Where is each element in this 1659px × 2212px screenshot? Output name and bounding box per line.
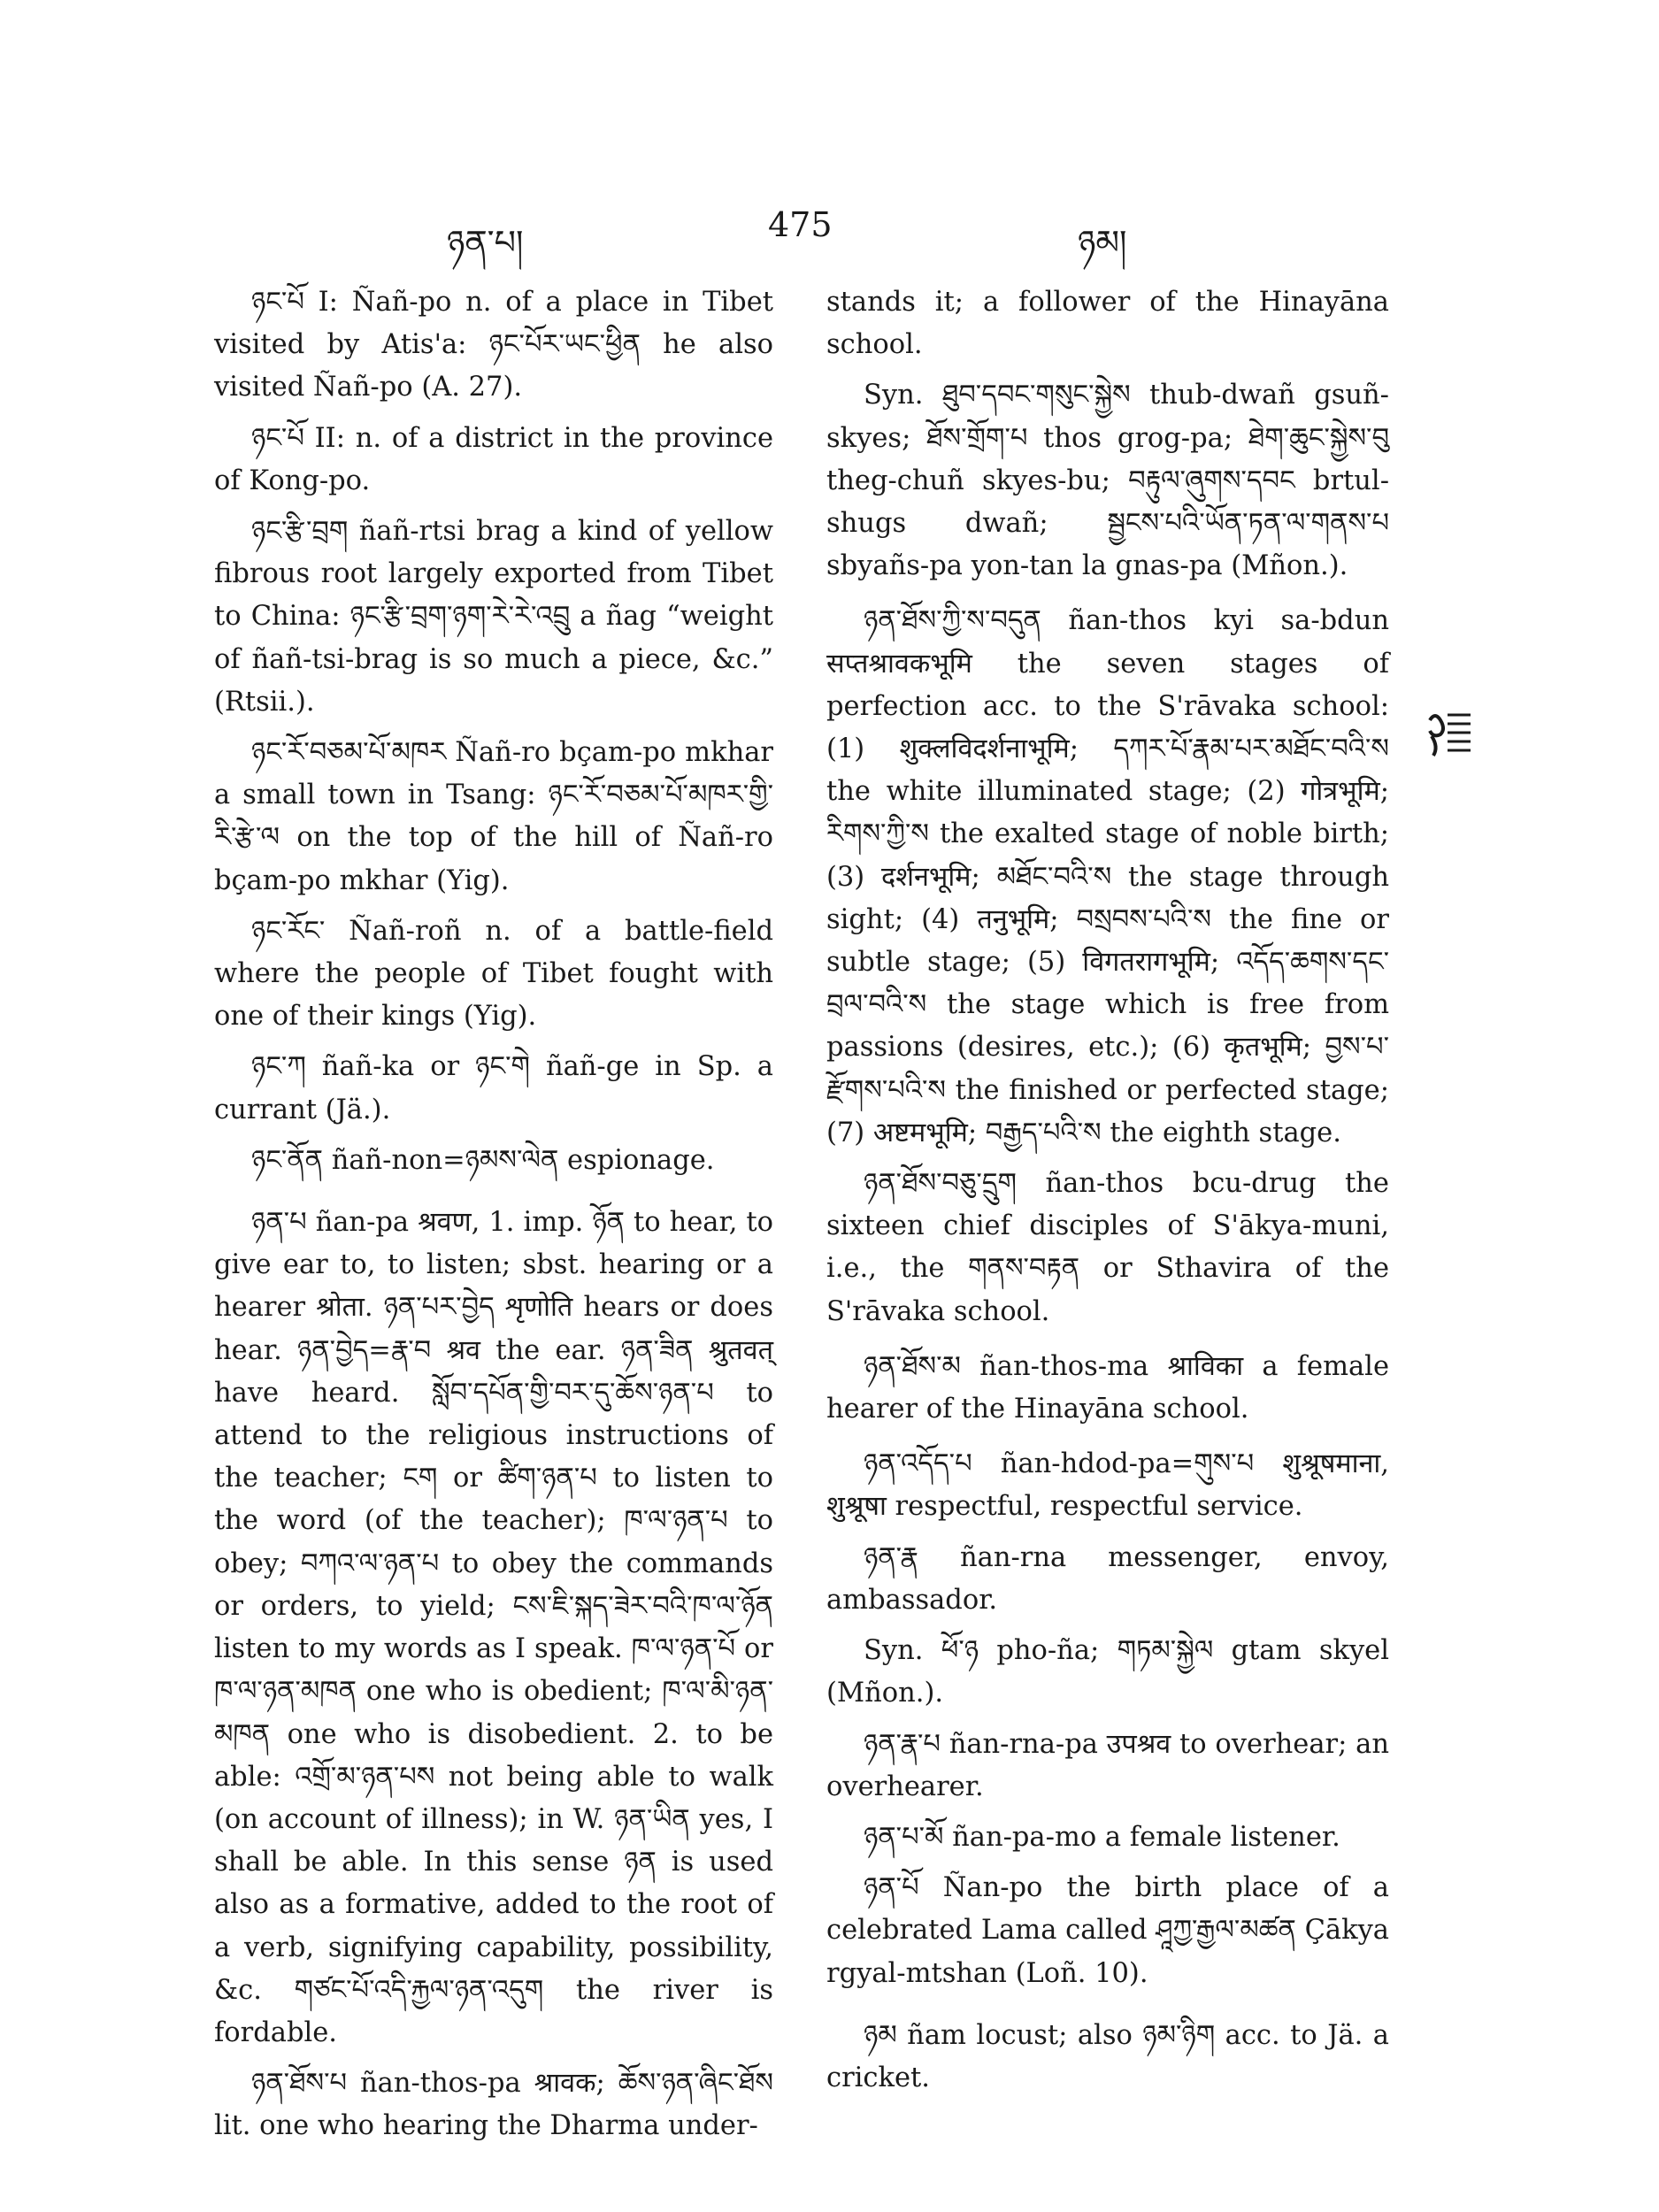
entry-nan-pa-mo: ཉན་པ་མོ ñan-pa-mo a female listener. (864, 1821, 1340, 1853)
entry-nan-rtsi-brag: ཉང་རྩི་བྲག ñañ-rtsi brag a kind of yellow fibrous root largely exported from Tibet to China: ཉང་རྩི་བྲག་ཉག་རེ་རེ་འབྲུ a ñag “weight of ñañ-tsi-brag is so much a piece, &c.” (Rtsii.). (214, 516, 773, 718)
left-column (214, 281, 773, 2156)
ornament-icon (1421, 708, 1474, 761)
entry-nanpo-1: ཉང་པོ I: Ñañ-po n. of a place in Tibet visited by Atis'a: ཉང་པོར་ཡང་ཕྱིན he also visited Ñañ-po (A. 27). (214, 287, 773, 403)
entry-nan-thos-ma: ཉན་ཐོས་མ ñan-thos-ma श्राविका a female hearer of the Hinayāna school. (826, 1350, 1389, 1425)
entry-nam: ཉམ ñam locust; also ཉམ་ཉིག acc. to Jä. a cricket. (826, 2019, 1389, 2093)
page-header (0, 205, 1659, 262)
entry-nan-ka: ཉང་ཀ ñañ-ka or ཉང་གེ ñañ-ge in Sp. a currant (Jä.). (214, 1051, 773, 1125)
entry-sa-bdun: ཉན་ཐོས་ཀྱི་ས་བདུན ñan-thos kyi sa-bdun सप्तश्रावकभूमि the seven stages of perfection acc. to the S'rāvaka school: (1) शुक्लविदर्शनाभूमि; དཀར་པོ་རྣམ་པར་མཐོང་བའི་ས the white illuminated stage; (2) गोत्रभूमि; རིགས་ཀྱི་ས the exalted stage of noble birth; (3) दर्शनभूमि; མཐོང་བའི་ས the stage through sight; (4) तनुभूमि; བསྲབས་པའི་ས the fine or subtle stage; (5) विगतरागभूमि; འདོད་ཆགས་དང་བྲལ་བའི་ས the stage which is free from passions (desires, etc.); (6) कृतभूमि; བྱས་པ་རྫོགས་པའི་ས the finished or perfected stage; (7) अष्टमभूमि; བརྒྱད་པའི་ས the eighth stage. (826, 605, 1389, 1148)
entry-nan-rna: ཉན་རྣ ñan-rna messenger, envoy, ambassador. (826, 1541, 1389, 1616)
right-headword: ཉམ། (1078, 223, 1127, 262)
page-number: 475 (768, 205, 833, 244)
entry-nan-hdod-pa: ཉན་འདོད་པ ñan-hdod-pa=གུས་པ शुश्रूषमाना, शुश्रूषा respectful, respectful service. (826, 1448, 1389, 1523)
entry-nanpo-2: ཉང་པོ II: n. of a district in the province of Kong-po. (214, 422, 773, 496)
left-headword: ཉན་པ། (447, 223, 524, 262)
entry-nan-ro: ཉང་རོ་བཅམ་པོ་མཁར Ñañ-ro bçam-po mkhar a small town in Tsang: ཉང་རོ་བཅམ་པོ་མཁར་གྱི་རི་རྩེ་ལ on the top of the hill of Ñañ-ro bçam-po mkhar (Yig). (214, 737, 773, 896)
entry-bcu-drug: ཉན་ཐོས་བཅུ་དྲུག ñan-thos bcu-drug the sixteen chief disciples of S'ākya-muni, i.e., the གནས་བརྟན or Sthavira of the S'rāvaka school. (826, 1168, 1389, 1327)
entry-continuation: stands it; a follower of the Hinayāna school. (826, 287, 1389, 361)
entry-nan-rna-pa: ཉན་རྣ་པ ñan-rna-pa उपश्रव to overhear; an overhearer. (826, 1728, 1389, 1802)
entry-syn-thos-pa: Syn. ཐུབ་དབང་གསུང་སྐྱེས thub-dwañ gsuñ-skyes; ཐོས་གྲོག་པ thos grog-pa; ཐེག་ཆུང་སྐྱེས་བུ theg-chuñ skyes-bu; བརྟུལ་ཞུགས་དབང brtul-shugs dwañ; སྦྱངས་པའི་ཡོན་ཏན་ལ་གནས་པ sbyañs-pa yon-tan la gnas-pa (Mñon.). (826, 380, 1389, 582)
entry-syn-nan-rna: Syn. ཕོ་ཉ pho-ña; གཏམ་སྐྱེལ gtam skyel (Mñon.). (826, 1635, 1389, 1709)
entry-nan-thos-pa: ཉན་ཐོས་པ ñan-thos-pa श्रावक; ཆོས་ཉན་ཞིང་ཐོས lit. one who hearing the Dharma under- (214, 2068, 773, 2142)
right-column (826, 281, 1389, 2108)
entry-nan-ron: ཉང་རོང་ Ñañ-roñ n. of a battle-field where the people of Tibet fought with one of their kings (Yig). (214, 915, 773, 1033)
entry-nan-non: ཉང་ནོན ñañ-non=ཉམས་ལེན espionage. (251, 1144, 715, 1176)
entry-nan-po: ཉན་པོ Ñan-po the birth place of a celebrated Lama called ཤཱཀྱ་རྒྱལ་མཚན Çākya rgyal-mtshan (Loñ. 10). (826, 1872, 1389, 1989)
entry-nan-pa: ཉན་པ ñan-pa श्रवण, 1. imp. ཉོན to hear, to give ear to, to listen; sbst. hearing or a hearer श्रोता. ཉན་པར་བྱེད शृणोति hears or does hear. ཉན་བྱེད=རྣ་བ श्रव the ear. ཉན་ཟིན श्रुतवत् have heard. སློབ་དཔོན་གྱི་བར་དུ་ཆོས་ཉན་པ to attend to the religious instructions of the teacher; ངག or ཚིག་ཉན་པ to listen to the word (of the teacher); ཁ་ལ་ཉན་པ to obey; བཀའ་ལ་ཉན་པ to obey the commands or orders, to yield; ངས་ཇི་སྐད་ཟེར་བའི་ཁ་ལ་ཉོན listen to my words as I speak. ཁ་ལ་ཉན་པོ or ཁ་ལ་ཉན་མཁན one who is obedient; ཁ་ལ་མི་ཉན་མཁན one who is disobedient. 2. to be able: འགྲོ་མ་ཉན་པས not being able to walk (on account of illness); in W. ཉན་ཡིན yes, I shall be able. In this sense ཉན is used also as a formative, added to the root of a verb, signifying capability, possibility, &c. གཙང་པོ་འདི་རྐྱལ་ཉན་འདུག the river is fordable. (214, 1207, 773, 2048)
